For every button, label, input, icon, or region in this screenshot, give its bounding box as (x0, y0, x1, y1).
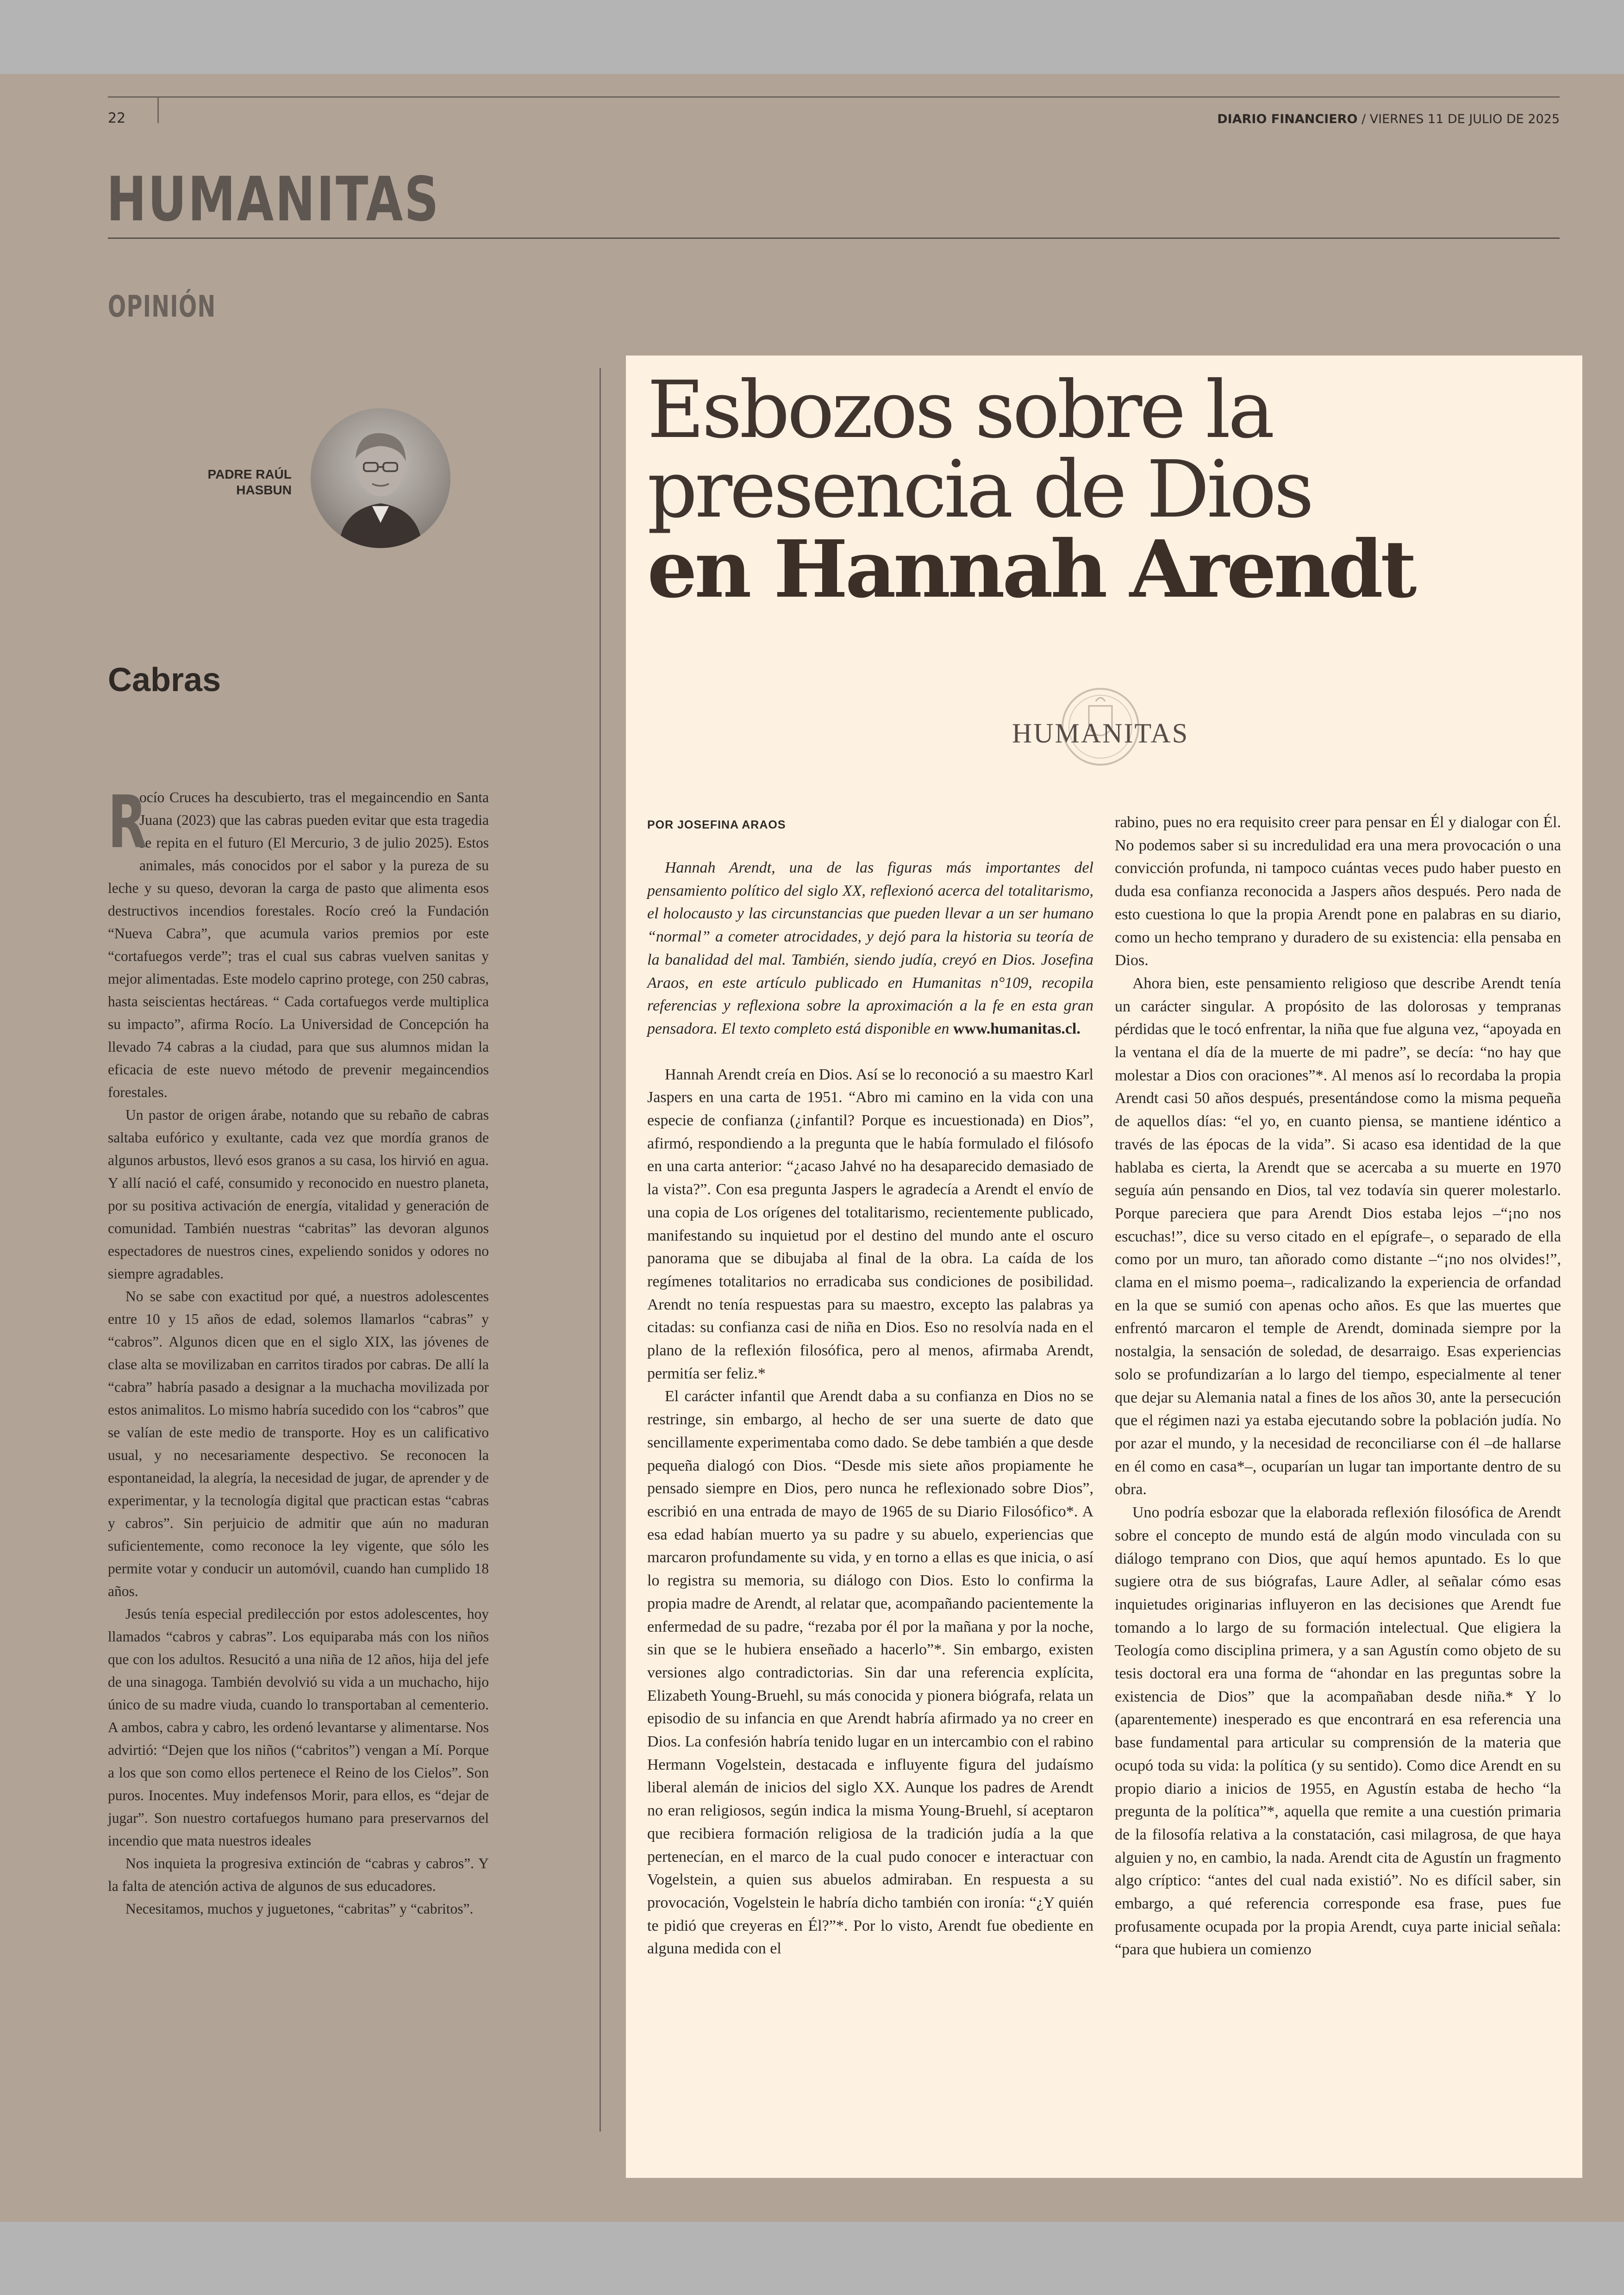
humanitas-logo (985, 674, 1216, 780)
author-name-line2: HASBUN (236, 483, 292, 497)
dateline (1217, 112, 1560, 126)
feature-paragraph: rabino, pues no era requisito creer para pensar en Él y dialogar con Él. No podemos saber si su incredulidad era una mera provocación o una convicción profunda, ni tampoco cuántas veces pudo haber puesto en duda esa confianza reconocida a Jaspers años después. Pero nada de esto cuestiona lo que la propia Arendt pone en palabras en su diario, como un hecho temprano y duradero de su existencia: ella pensaba en Dios. (1115, 814, 1561, 969)
author-name (194, 467, 292, 498)
feature-column-1 (647, 856, 1093, 1960)
column-divider (600, 368, 601, 2132)
feature-title-line3: en Hannah Arendt (647, 523, 1414, 616)
top-rule (108, 96, 1560, 98)
author-portrait (311, 408, 450, 548)
opinion-headline: Cabras (108, 661, 221, 698)
feature-title-line2: presencia de Dios (647, 444, 1312, 536)
opinion-paragraph: No se sabe con exactitud por qué, a nuestros adolescentes entre 10 y 15 años de edad, solemos llamarlos “cabras” y “cabros”. Algunos dicen que en el siglo XIX, las jóvenes de clase alta se movilizaban en carritos tirados por cabras. De allí la “cabra” habría pasado a designar a la muchacha movilizada por estos animalitos. Lo mismo habría sucedido con los “cabros” que se valían de este medio de transporte. Hoy es un calificativo usual, y no necesariamente despectivo. Se reconocen la espontaneidad, la alegría, la necesidad de jugar, de aprender y de experimentar, y la tecnología digital que practican estas “cabras y cabros”. Sin perjuicio de admitir que aún no maduran suficientemente, como reconoce la ley vigente, que sólo les permite votar y conducir un automóvil, cuando han cumplido 18 años. (108, 1288, 489, 1599)
bottom-margin (0, 2222, 1624, 2295)
humanitas-link[interactable]: www.humanitas.cl. (953, 1020, 1081, 1037)
feature-paragraph: El carácter infantil que Arendt daba a su confianza en Dios no se restringe, sin embargo, al hecho de ser una suerte de dato que sencillamente experimentaba como dado. Se debe también a que desde pequeña dialogó con Dios. “Desde mis siete años propiamente he pensado siempre en Dios, pero nunca he reflexionado sobre Dios”, escribió en una entrada de mayo de 1965 de su Diario Filosófico*. A esa edad habían muerto ya su padre y su abuelo, experiencias que marcaron profundamente su vida, y en torno a ellas es que inicia, o así lo registra su memoria, su diálogo con Dios. Esto lo confirma la propia madre de Arendt, al relatar que, acompañando pacientemente la enfermedad de su padre, “rezaba por él por la mañana y por la noche, sin que se le hubiera enseñado a hacerlo”*. Sin embargo, existen versiones algo contradictorias. Sin dar una referencia explícita, Elizabeth Young-Bruehl, su más conocida y pionera biógrafa, relata un episodio de su infancia en que Arendt habría afirmado ya no creer en Dios. La confesión habría tenido lugar en un intercambio con el rabino Hermann Vogelstein, destacada e influyente figura del judaísmo liberal alemán de inicios del siglo XX. Aunque los padres de Arendt no eran religiosos, según indica la misma Young-Bruehl, sí aceptaron que recibiera formación religiosa de la tradición judía a la que pertenecían, en el marco de la cual pudo conocer e interactuar con Vogelstein, a quien sus abuelos admiraban. En respuesta a su provocación, Vogelstein le habría dicho también con ironía: “¿Y quién te pidió que creyeras en Él?”*. Por lo visto, Arendt fue obediente en alguna medida con el (647, 1388, 1093, 1958)
feature-paragraph: Hannah Arendt creía en Dios. Así se lo reconoció a su maestro Karl Jaspers en una carta de 1951. “Abro mi camino en la vida con una especie de confianza (¿infantil? Porque es incuestionada) en Dios”, afirmó, respondiendo a la pregunta que le había formulado el filósofo en una carta anterior: “¿acaso Jahvé no ha desaparecido demasiado de la vista?”. Con esa pregunta Jaspers le agradecía a Arendt el envío de una copia de Los orígenes del totalitarismo, recientemente publicado, manifestando su inquietud por el destino del mundo ante el oscuro panorama que se dibujaba al final de la obra. La caída de los regímenes totalitarios no erradicaba sus condiciones de posibilidad. Arendt no tenía respuestas para su maestro, excepto las palabras ya citadas: su confianza casi de niña en Dios. Eso no resolvía nada en el plano de la reflexión filosófica, pero al menos, afirmaba Arendt, permitía ser feliz.* (647, 1066, 1093, 1382)
opinion-paragraph (108, 780, 489, 1104)
opinion-body (108, 780, 489, 1920)
feature-title-line1: Esbozos sobre la (647, 364, 1272, 456)
opinion-paragraph: Jesús tenía especial predilección por estos adolescentes, hoy llamados “cabros y cabras”. Los equiparaba más con los niños que con los adultos. Resucitó a una niña de 12 años, hija del jefe de una sinagoga. También devolvió su vida a un muchacho, hijo único de su madre viuda, cuando lo transportaban al cementerio. A ambos, cabra y cabro, les ordenó levantarse y alimentarse. Nos advirtió: “Dejen que los niños (“cabritos”) vengan a Mí. Porque a los que son como ellos pertenece el Reino de los Cielos”. Son puros. Inocentes. Muy indefensos Morir, para ellos, es “dejar de jugar”. Son nuestro cortafuegos humano para preservarnos del incendio que mata nuestros ideales (108, 1606, 489, 1849)
feature-intro-text: Hannah Arendt, una de las figuras más importantes del pensamiento político del siglo XX, reflexionó acerca del totalitarismo, el holocausto y las circunstancias que pueden llevar a un ser humano “normal” a cometer atrocidades, y dejó para la historia su teoría de la banalidad del mal. También, siendo judía, creyó en Dios. Josefina Araos, en este artículo publicado en Humanitas n°109, recopila referencias y reflexiona sobre la aproximación a la fe en esta gran pensadora. El texto completo está disponible en (647, 859, 1093, 1037)
section-title: HUMANITAS (106, 164, 440, 235)
feature-column-2 (1115, 811, 1561, 1961)
section-rule (108, 237, 1560, 239)
feature-paragraph: Uno podría esbozar que la elaborada reflexión filosófica de Arendt sobre el concepto de mundo está de algún modo vinculada con su diálogo temprano con Dios, que aquí hemos apuntado. Es lo que sugiere otra de sus biógrafas, Laure Adler, al señalar cómo esas inquietudes originarias influyeron en las decisiones que Arendt fue tomando a lo largo de su formación intelectual. Que eligiera la Teología como disciplina primera, y a san Agustín como objeto de su tesis doctoral era una forma de “ahondar en las preguntas sobre la existencia de Dios” que la acompañaban desde niña.* Y lo (aparentemente) inesperado es que encontrará en esa referencia una base fundamental para articular su comprensión de la materia que ocupó toda su vida: la política (y su sentido). Como dice Arendt en su propio diario a inicios de 1955, en Agustín estaba de hecho “la pregunta de la política”*, aquella que remite a una cuestión primaria de la filosofía relativa a la constatación, casi milagrosa, de que haya alguien y no, en cambio, la nada. Arendt cita de Agustín un fragmento algo críptico: “antes del cual nada existió”. No es difícil saber, sin embargo, a qué referencia corresponde esa frase, pues fue profusamente ocupada por la propia Arendt, cuya parte inicial señala: “para que hubiera un comienzo (1115, 1504, 1561, 1958)
opinion-label: OPINIÓN (108, 290, 216, 324)
opinion-paragraph: Un pastor de origen árabe, notando que su rebaño de cabras saltaba eufórico y exultante, cada vez que mordía granos de algunos arbustos, llevó esos granos a su casa, los hirvió en agua. Y allí nació el café, consumido y reconocido en nuestro planeta, por su positiva activación de energía, vitalidad y generación de comunidad. También nuestras “cabritas” las devoran algunos espectadores de nuestros cines, expeliendo sonidos y odores no siempre agradables. (108, 1107, 489, 1282)
publication-date: / VIERNES 11 DE JULIO DE 2025 (1357, 112, 1560, 126)
opinion-first-text: ocío Cruces ha descubierto, tras el megaincendio en Santa Juana (2023) que las cabras pueden evitar que esta tragedia se repita en el futuro (El Mercurio, 3 de julio 2025). Estos animales, más conocidos por el sabor y la pureza de su leche y su queso, devoran la carga de pasto que alimenta esos destructivos incendios forestales. Rocío creó la Fundación “Nueva Cabra”, que acumula varios premios por este “cortafuegos verde”; tras el cual sus cabras vuelven sanitas y mejor alimentadas. Este modelo caprino protege, con 250 cabras, hasta seiscientas hectáreas. “ Cada cortafuegos verde multiplica su impacto”, afirma Rocío. La Universidad de Concepción ha llevado 74 cabras a la ciudad, para que sus alumnos midan la eficacia de este nuevo método de prevenir megaincendios forestales. (108, 789, 489, 1100)
publication-name: DIARIO FINANCIERO (1217, 112, 1358, 126)
feature-intro (647, 856, 1093, 1041)
feature-paragraph: Ahora bien, este pensamiento religioso que describe Arendt tenía un carácter singular. A propósito de las dolorosas y tempranas pérdidas que le tocó enfrentar, la niña que fue alguna vez, “apoyada en la ventana el día de la muerte de mi padre”, se decía: “no hay que molestar a Dios con oraciones”*. Al menos así lo recordaba la propia Arendt casi 50 años después, presentándose como la misma pequeña de aquellos días: “el yo, en cuanto piensa, se mantiene idéntico a través de las épocas de la vida”. Si acaso esa identidad de la que hablaba es cierta, la Arendt que se acercaba a su muerte en 1970 seguía aún pensando en Dios, tal vez todavía sin querer molestarlo. Porque pareciera que para Arendt Dios estaba lejos –“¡no nos escuchas!”, dice su verso citado en el epígrafe–, o separado de ella como por un muro, tan añorado como distante –“¡no nos olvides!”, clama en el mismo poema–, radicalizando la experiencia de orfandad en la que se sumió con apenas ocho años. Es que las muertes que enfrentó marcaron el temple de Arendt, dominada siempre por la nostalgia, la sensación de soledad, de desarraigo. Esas experiencias solo se profundizarían a lo largo del tiempo, especialmente al tener que dejar su Alemania natal a fines de los años 30, ante la persecución que el régimen nazi ya estaba ejecutando sobre la población judía. No por azar el mundo, y la necesidad de reconciliarse con él –de hallarse en él como en casa*–, ocuparían un lugar tan importante dentro de su obra. (1115, 974, 1561, 1498)
opinion-paragraph: Necesitamos, muchos y juguetones, “cabritas” y “cabritos”. (125, 1901, 474, 1917)
page-number-divider (157, 97, 159, 123)
drop-cap: R (108, 780, 147, 864)
author-name-line1: PADRE RAÚL (207, 467, 292, 481)
logo-text: HUMANITAS (1012, 718, 1189, 748)
opinion-paragraph: Nos inquieta la progresiva extinción de “cabras y cabros”. Y la falta de atención activa de algunos de sus educadores. (108, 1855, 489, 1894)
byline: POR JOSEFINA ARAOS (647, 818, 786, 831)
feature-title (647, 364, 1550, 616)
page-number: 22 (108, 110, 126, 126)
portrait-illustration (311, 408, 450, 548)
